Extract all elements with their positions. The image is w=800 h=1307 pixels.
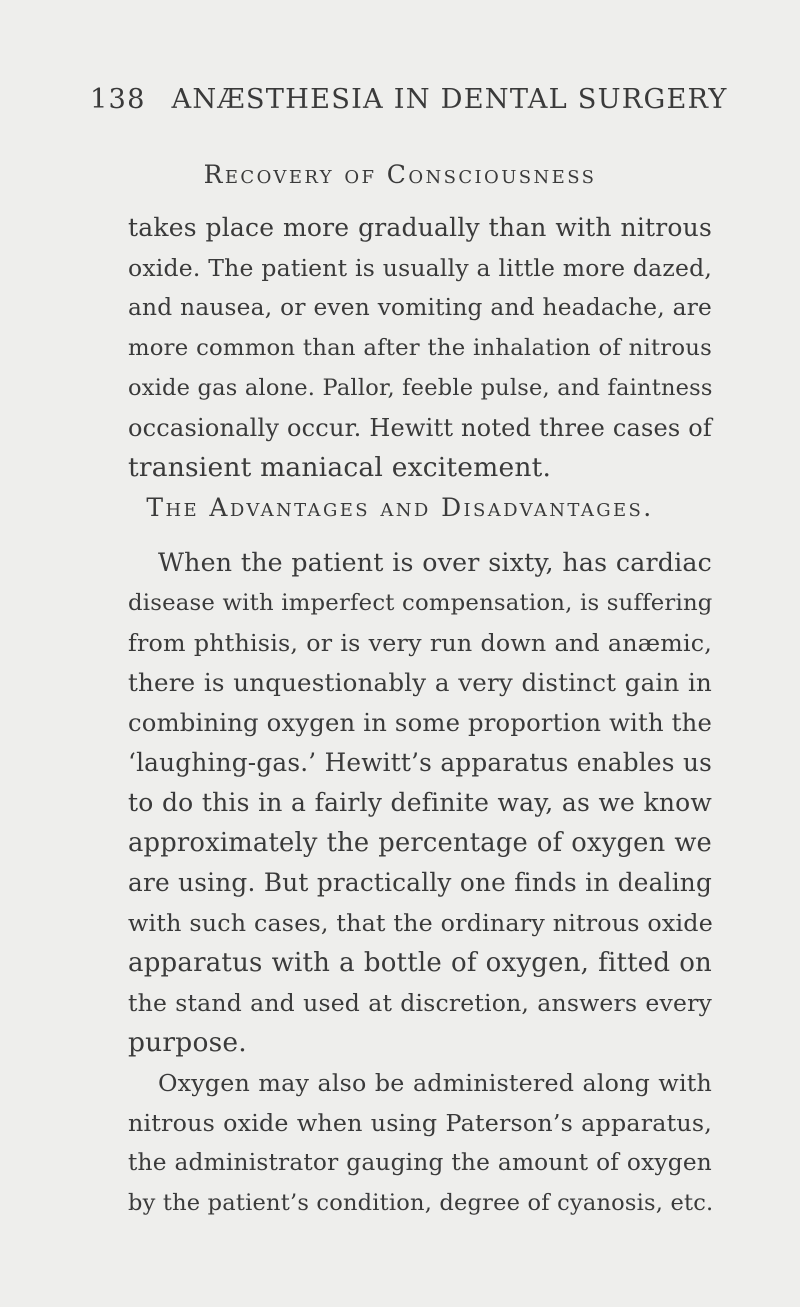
paragraph-line: transient maniacal excitement. xyxy=(128,452,552,483)
page-number: 138 xyxy=(90,84,146,115)
running-head xyxy=(90,84,730,124)
paragraph-line: by the patient’s condition, degree of cyanosis, etc. xyxy=(128,1190,714,1216)
paragraph-line: oxide gas alone. Pallor, feeble pulse, and faintness xyxy=(128,375,713,401)
section-heading-advantages: The Advantages and Disadvantages. xyxy=(146,493,654,522)
paragraph-line: with such cases, that the ordinary nitrous oxide xyxy=(128,909,713,937)
paragraph-line: disease with imperfect compensation, is suffering xyxy=(128,590,713,616)
paragraph-line: apparatus with a bottle of oxygen, fitted on xyxy=(128,948,712,978)
paragraph-line: Oxygen may also be administered along with xyxy=(158,1069,712,1097)
paragraph-line: the administrator gauging the amount of oxygen xyxy=(128,1149,712,1176)
paragraph-line: more common than after the inhalation of nitrous xyxy=(128,335,712,361)
paragraph-line: purpose. xyxy=(128,1027,247,1058)
paragraph-line: oxide. The patient is usually a little more dazed, xyxy=(128,254,712,282)
paragraph-line: occasionally occur. Hewitt noted three cases of xyxy=(128,414,712,442)
paragraph-line: combining oxygen in some proportion with the xyxy=(128,708,712,737)
section-heading-recovery: Recovery of Consciousness xyxy=(203,160,597,189)
paragraph-line: nitrous oxide when using Paterson’s apparatus, xyxy=(128,1109,712,1137)
paragraph-line: approximately the percentage of oxygen we xyxy=(128,828,712,858)
paragraph-line: are using. But practically one finds in dealing xyxy=(128,868,712,897)
paragraph-line: from phthisis, or is very run down and anæmic, xyxy=(128,629,712,657)
paragraph-line: and nausea, or even vomiting and headache, are xyxy=(128,294,712,321)
paragraph-line: When the patient is over sixty, has cardiac xyxy=(158,548,712,577)
paragraph-line: ‘laughing-gas.’ Hewitt’s apparatus enables us xyxy=(128,748,712,777)
paragraph-line: there is unquestionably a very distinct gain in xyxy=(128,668,712,697)
paragraph-line: takes place more gradually than with nitrous xyxy=(128,213,712,242)
running-title: ANÆSTHESIA IN DENTAL SURGERY xyxy=(171,84,728,115)
paragraph-line: the stand and used at discretion, answers every xyxy=(128,989,712,1017)
paragraph-line: to do this in a fairly definite way, as we know xyxy=(128,788,712,817)
